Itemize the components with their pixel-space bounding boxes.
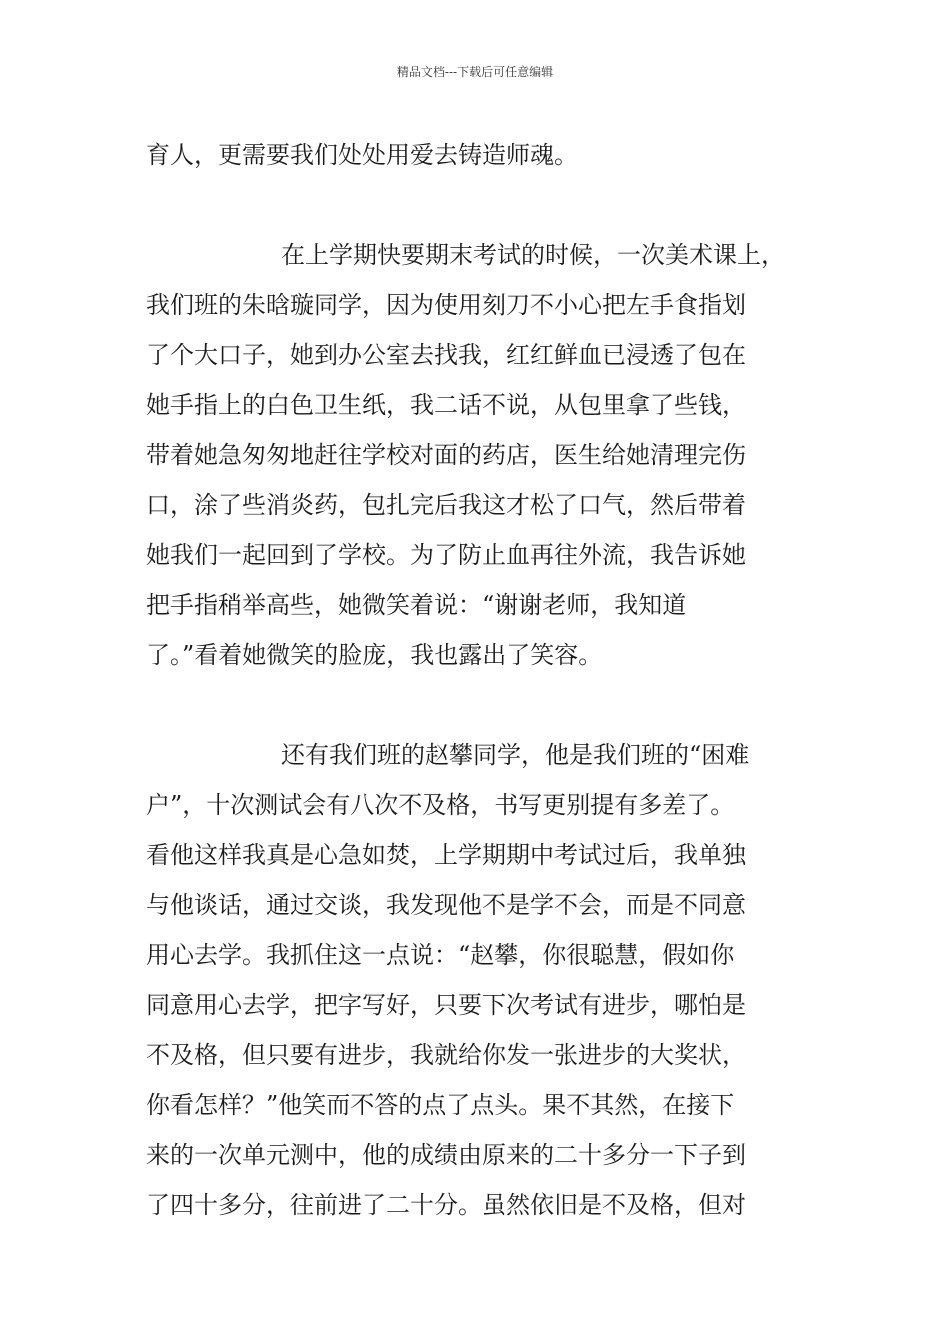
document-body	[146, 130, 826, 1230]
text-line: 同意用心去学，把字写好，只要下次考试有进步，哪怕是	[146, 991, 746, 1019]
text-line: 不及格，但只要有进步，我就给你发一张进步的大奖状，	[146, 1041, 746, 1069]
text-line: 带着她急匆匆地赶往学校对面的药店，医生给她清理完伤	[146, 441, 746, 469]
paragraph-spacer	[146, 180, 826, 230]
paragraph-3	[146, 730, 826, 1230]
text-line: 她手指上的白色卫生纸，我二话不说，从包里拿了些钱，	[146, 391, 746, 419]
text-line: 来的一次单元测中，他的成绩由原来的二十多分一下子到	[146, 1141, 746, 1169]
text-line: 与他谈话，通过交谈，我发现他不是学不会，而是不同意	[146, 891, 746, 919]
text-line: 了四十多分，往前进了二十分。虽然依旧是不及格，但对	[146, 1191, 746, 1219]
text-line: 用心去学。我抓住这一点说：“赵攀，你很聪慧，假如你	[146, 941, 735, 969]
text-line: 在上学期快要期末考试的时候，一次美术课上，	[281, 241, 785, 269]
text-line: 你看怎样？”他笑而不答的点了点头。果不其然，在接下	[146, 1091, 735, 1119]
text-line: 看他这样我真是心急如焚，上学期期中考试过后，我单独	[146, 841, 746, 869]
paragraph-2	[146, 230, 826, 680]
text-line: 育人，更需要我们处处用爱去铸造师魂。	[146, 141, 578, 169]
text-line: 了个大口子，她到办公室去找我，红红鲜血已浸透了包在	[146, 341, 746, 369]
text-line: 她我们一起回到了学校。为了防止血再往外流，我告诉她	[146, 541, 746, 569]
text-line: 口，涂了些消炎药，包扎完后我这才松了口气，然后带着	[146, 491, 746, 519]
text-line: 把手指稍举高些，她微笑着说：“谢谢老师，我知道	[146, 591, 687, 619]
text-line: 还有我们班的赵攀同学，他是我们班的“困难	[281, 741, 750, 769]
paragraph-spacer	[146, 680, 826, 730]
text-line: 我们班的朱晗璇同学，因为使用刻刀不小心把左手食指划	[146, 291, 746, 319]
text-line: 户”，十次测试会有八次不及格，书写更别提有多差了。	[146, 791, 735, 819]
paragraph-1	[146, 130, 826, 180]
text-line: 了。”看着她微笑的脸庞，我也露出了笑容。	[146, 641, 603, 669]
page-header: 精品文档---下载后可任意编辑	[396, 65, 554, 79]
